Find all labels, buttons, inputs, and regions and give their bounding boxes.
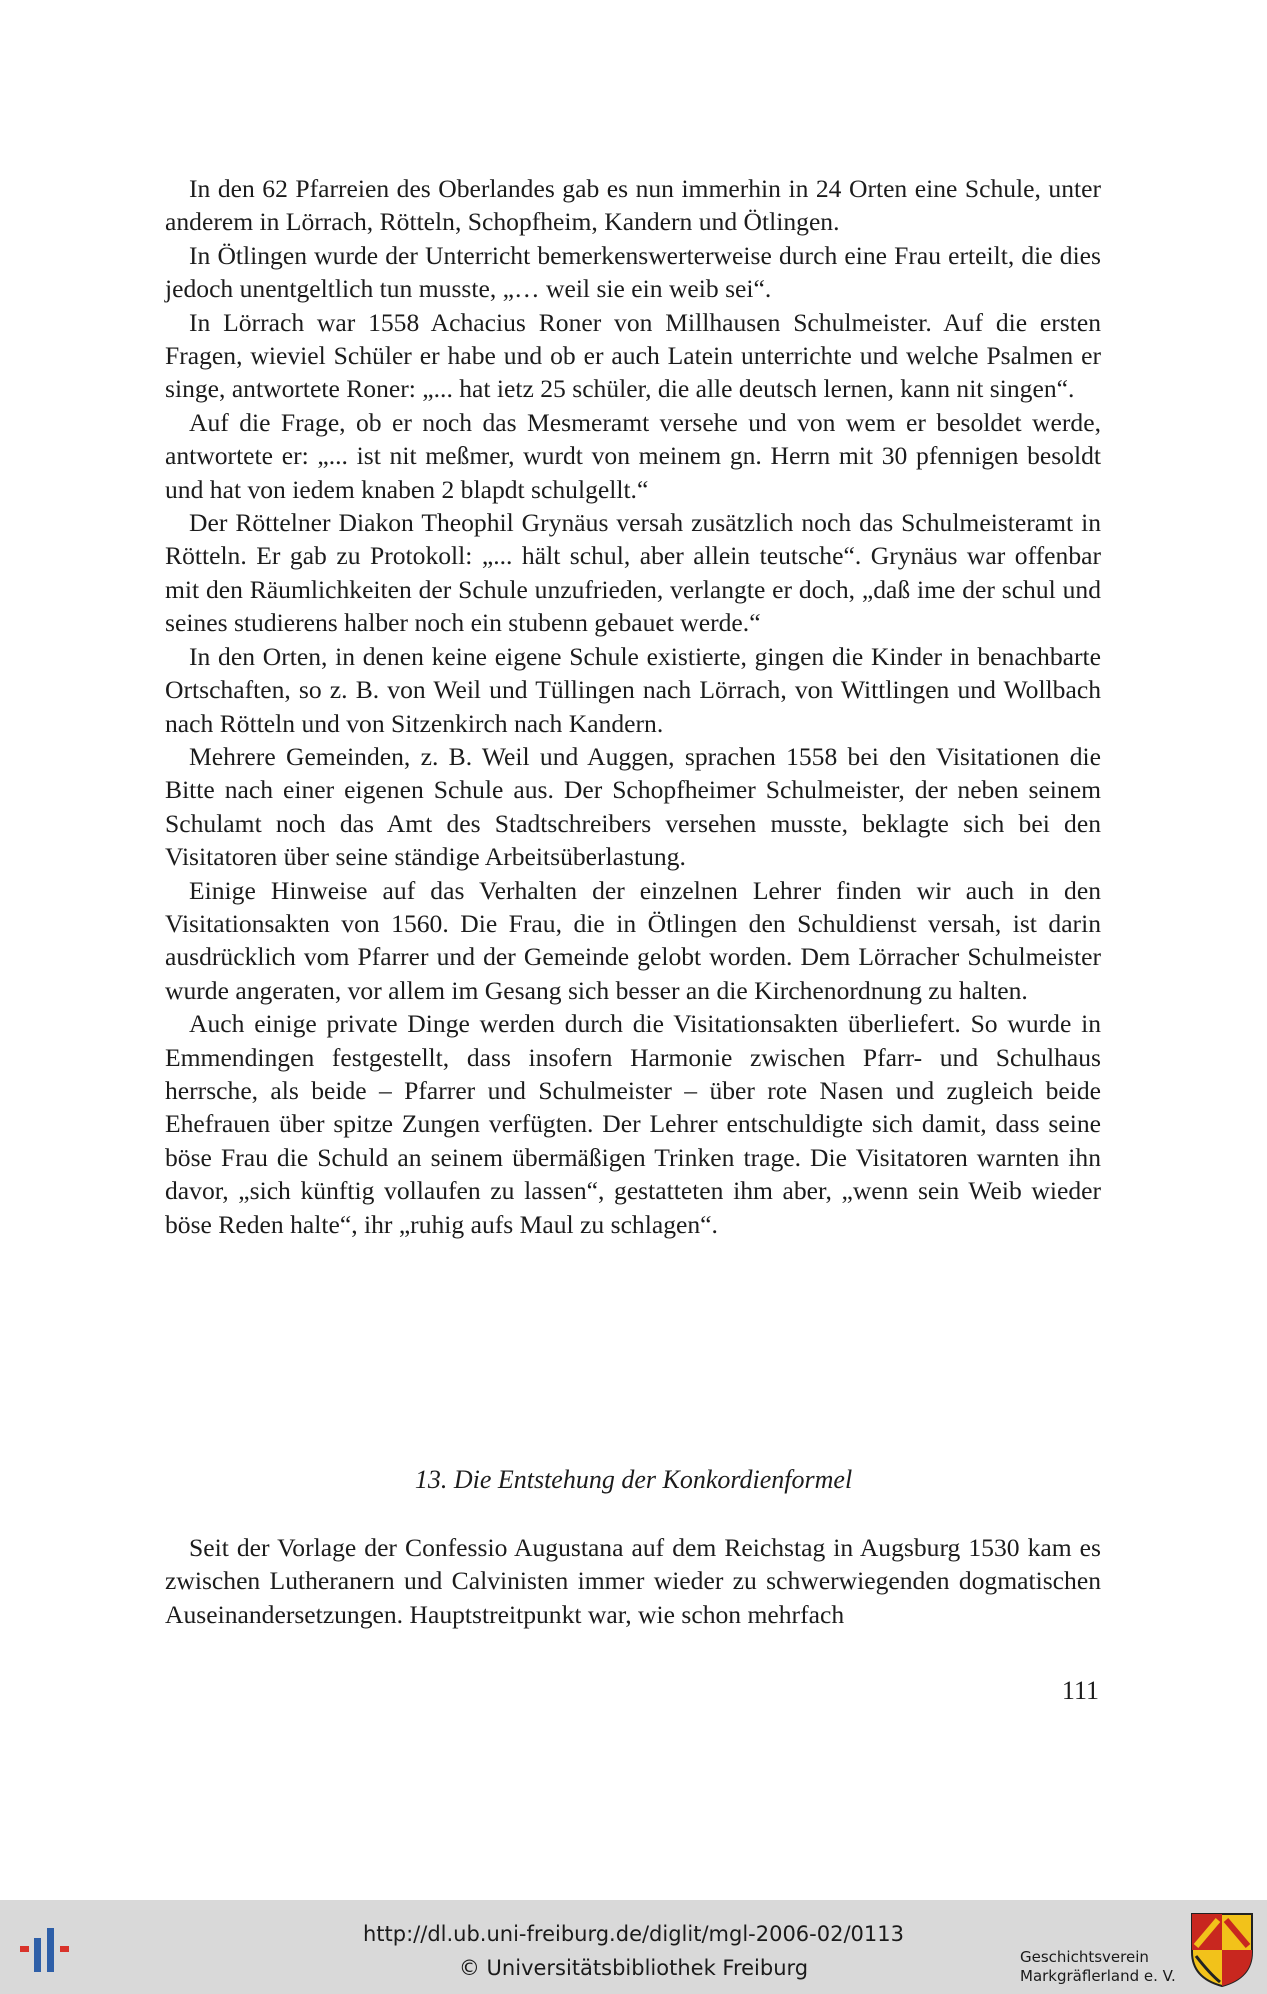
paragraph: Seit der Vorlage der Confessio Augustana auf dem Reichstag in Augsburg 1530 kam es zwischen Lutheranern und Calvinisten immer wieder zu schwerwiegenden dogmatischen Auseinandersetzungen. Hauptstreitpunkt war, wie schon mehrfach (165, 1533, 1101, 1629)
paragraph: In Ötlingen wurde der Unterricht bemerkenswerterweise durch eine Frau erteilt, die dies jedoch unentgeltlich tun musste, „… weil sie ein weib sei“. (165, 240, 1101, 304)
paragraph: In den Orten, in denen keine eigene Schule existierte, gingen die Kinder in benachbarte Ortschaften, so z. B. von Weil und Tüllingen nach Lörrach, von Wittlingen und Wollbach nach Rötteln und von Sitzenkirch nach Kandern. (165, 641, 1101, 738)
paragraph: Mehrere Gemeinden, z. B. Weil und Auggen, sprachen 1558 bei den Visitationen die Bitte nach einer eigenen Schule aus. Der Schopfheimer Schulmeister, der neben seinem Schulamt noch das Amt des Stadtschreibers versehen musste, beklagte sich bei den Visitatoren über seine ständige Arbeitsüberlastung. (165, 741, 1101, 872)
section-heading: 13. Die Entstehung der Konkordienformel (414, 1465, 853, 1494)
paragraph: Der Röttelner Diakon Theophil Grynäus versah zusätzlich noch das Schulmeisteramt in Rötteln. Er gab zu Protokoll: „... hält schul, aber allein teutsche“. Grynäus war offenbar mit den Räumlichkeiten der Schule unzufrieden, verlangte er doch, „daß ime der schul und seines studierens halber noch ein stubenn gebauet werde.“ (165, 508, 1101, 638)
society-name-line1: Geschichtsverein (1020, 1948, 1149, 1966)
society-name-line2: Markgräflerland e. V. (1020, 1967, 1176, 1985)
paragraph: In den 62 Pfarreien des Oberlandes gab es nun immerhin in 24 Orten eine Schule, unter anderem in Lörrach, Rötteln, Schopfheim, Kandern und Ötlingen. (165, 174, 1101, 237)
paragraph: Auf die Frage, ob er noch das Mesmeramt versehe und von wem er besoldet werde, antwortete er: „... ist nit meßmer, wurdt von meinem gn. Herrn mit 30 pfennigen besoldt und hat von iedem knaben 2 blapdt schulgellt.“ (165, 407, 1101, 504)
paragraph: Einige Hinweise auf das Verhalten der einzelnen Lehrer finden wir auch in den Visitationsakten von 1560. Die Frau, die in Ötlingen den Schuldienst versah, ist darin ausdrücklich vom Pfarrer und der Gemeinde gelobt worden. Dem Lörracher Schulmeister wurde angeraten, vor allem im Gesang sich besser an die Kirchenordnung zu halten. (165, 875, 1101, 1005)
paragraph: In Lörrach war 1558 Achacius Roner von Millhausen Schulmeister. Auf die ersten Fragen, wieviel Schüler er habe und ob er auch Latein unterrichte und welche Psalmen er singe, antwortete Roner: „... hat ietz 25 schüler, die alle deutsch lernen, kann nit singen“. (165, 307, 1101, 404)
copyright-notice: © Universitätsbibliothek Freiburg (458, 1956, 809, 1980)
body-text-continued (165, 1531, 1101, 1631)
permalink-url[interactable]: http://dl.ub.uni-freiburg.de/diglit/mgl-2006-02/0113 (362, 1922, 904, 1946)
paragraph: Auch einige private Dinge werden durch die Visitationsakten überliefert. So wurde in Emmendingen festgestellt, dass insofern Harmonie zwischen Pfarr- und Schulhaus herrsche, als beide – Pfarrer und Schulmeister – über rote Nasen und zugleich beide Ehefrauen über spitze Zungen verfügten. Der Lehrer entschuldigte sich damit, dass seine böse Frau die Schuld an seinem übermäßigen Trinken trage. Die Visitatoren warnten ihn davor, „sich künftig vollaufen zu lassen“, gestatteten ihm aber, „wenn sein Weib wieder böse Reden halte“, ihr „ruhig aufs Maul zu schlagen“. (165, 1009, 1101, 1239)
society-crest-icon[interactable] (1190, 1912, 1254, 1988)
page-number: 111 (1061, 1676, 1099, 1705)
body-text (165, 172, 1101, 1241)
viewer-footer (0, 1900, 1267, 1994)
society-name (1020, 1948, 1180, 1986)
